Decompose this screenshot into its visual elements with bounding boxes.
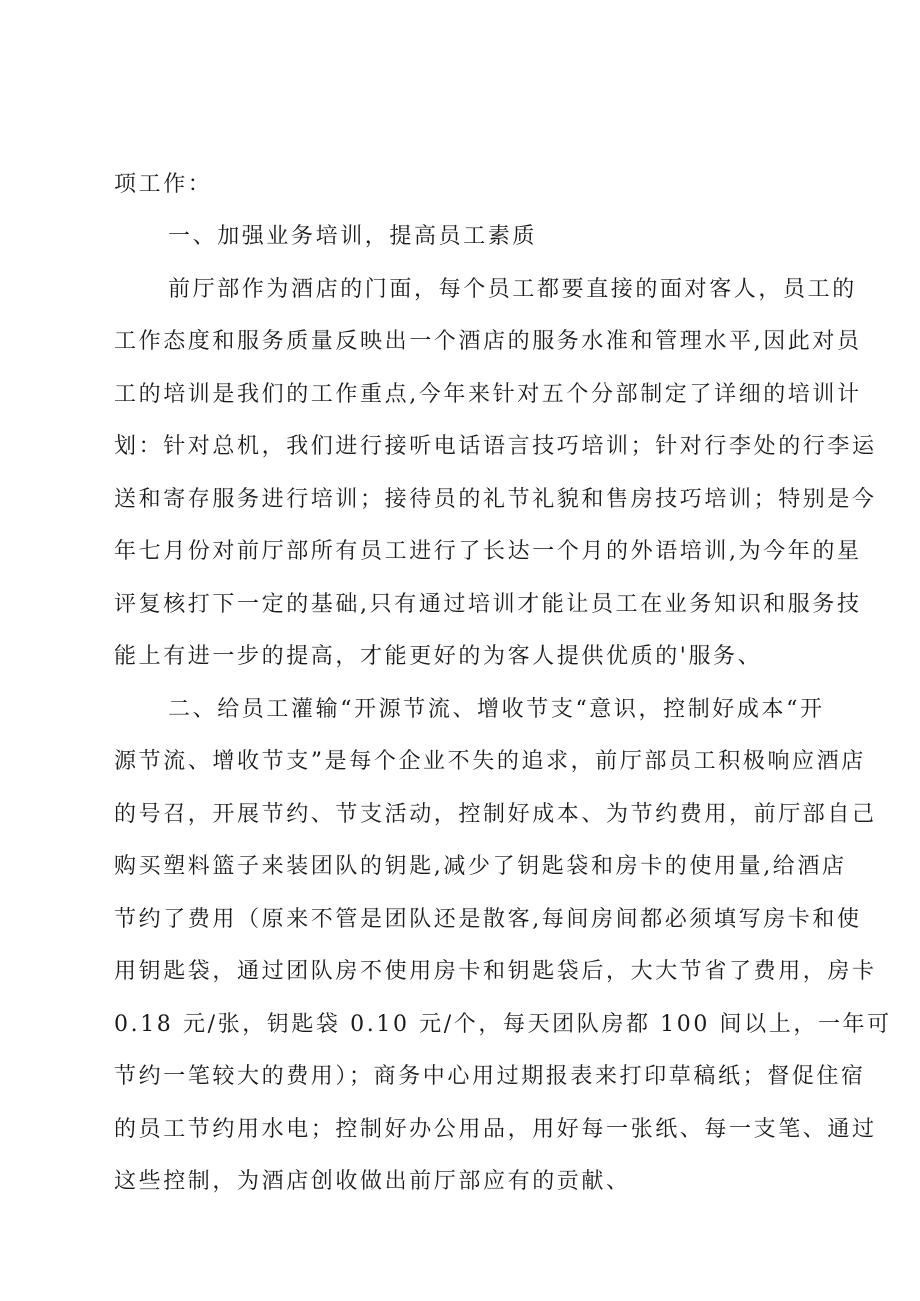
paragraph-2-line-5: 节约了费用（原来不管是团队还是散客,每间房间都必须填写房卡和使 xyxy=(114,907,862,932)
paragraph-1-line-2: 工作态度和服务质量反映出一个酒店的服务水准和管理水平,因此对员 xyxy=(114,329,862,354)
section-heading-1: 一、加强业务培训，提高员工素质 xyxy=(168,224,538,249)
paragraph-2-line-3: 的号召，开展节约、节支活动，控制好成本、为节约费用，前厅部自己 xyxy=(114,802,877,827)
text-line-continuation: 项工作： xyxy=(114,172,213,197)
paragraph-2-line-2: 源节流、增收节支”是每个企业不失的追求，前厅部员工积极响应酒店 xyxy=(114,749,866,774)
paragraph-1-line-8: 能上有进一步的提高，才能更好的为客人提供优质的'服务、 xyxy=(114,644,763,669)
section-heading-2: 二、给员工灌输“开源节流、增收节支“意识，控制好成本“开 xyxy=(168,697,825,722)
paragraph-2-line-7: 0.18 元/张，钥匙袋 0.10 元/个，每天团队房都 100 间以上，一年可 xyxy=(114,1012,892,1037)
paragraph-1-line-7: 评复核打下一定的基础,只有通过培训才能让员工在业务知识和服务技 xyxy=(114,592,862,617)
paragraph-1-line-5: 送和寄存服务进行培训；接待员的礼节礼貌和售房技巧培训；特别是今 xyxy=(114,487,877,512)
paragraph-2-line-10: 这些控制，为酒店创收做出前厅部应有的贡献、 xyxy=(114,1169,631,1194)
paragraph-1-line-1: 前厅部作为酒店的门面，每个员工都要直接的面对客人，员工的 xyxy=(168,277,857,302)
paragraph-1-line-3: 工的培训是我们的工作重点,今年来针对五个分部制定了详细的培训计 xyxy=(114,382,862,407)
paragraph-1-line-4: 划：针对总机，我们进行接听电话语言技巧培训；针对行李处的行李运 xyxy=(114,434,877,459)
paragraph-2-line-6: 用钥匙袋，通过团队房不使用房卡和钥匙袋后，大大节省了费用，房卡 xyxy=(114,959,877,984)
paragraph-2-line-9: 的员工节约用水电；控制好办公用品，用好每一张纸、每一支笔、通过 xyxy=(114,1117,877,1142)
paragraph-1-line-6: 年七月份对前厅部所有员工进行了长达一个月的外语培训,为今年的星 xyxy=(114,539,862,564)
paragraph-2-line-8: 节约一笔较大的费用）；商务中心用过期报表来打印草稿纸；督促住宿 xyxy=(114,1064,866,1089)
paragraph-2-line-4: 购买塑料篮子来装团队的钥匙,减少了钥匙袋和房卡的使用量,给酒店 xyxy=(114,854,847,879)
